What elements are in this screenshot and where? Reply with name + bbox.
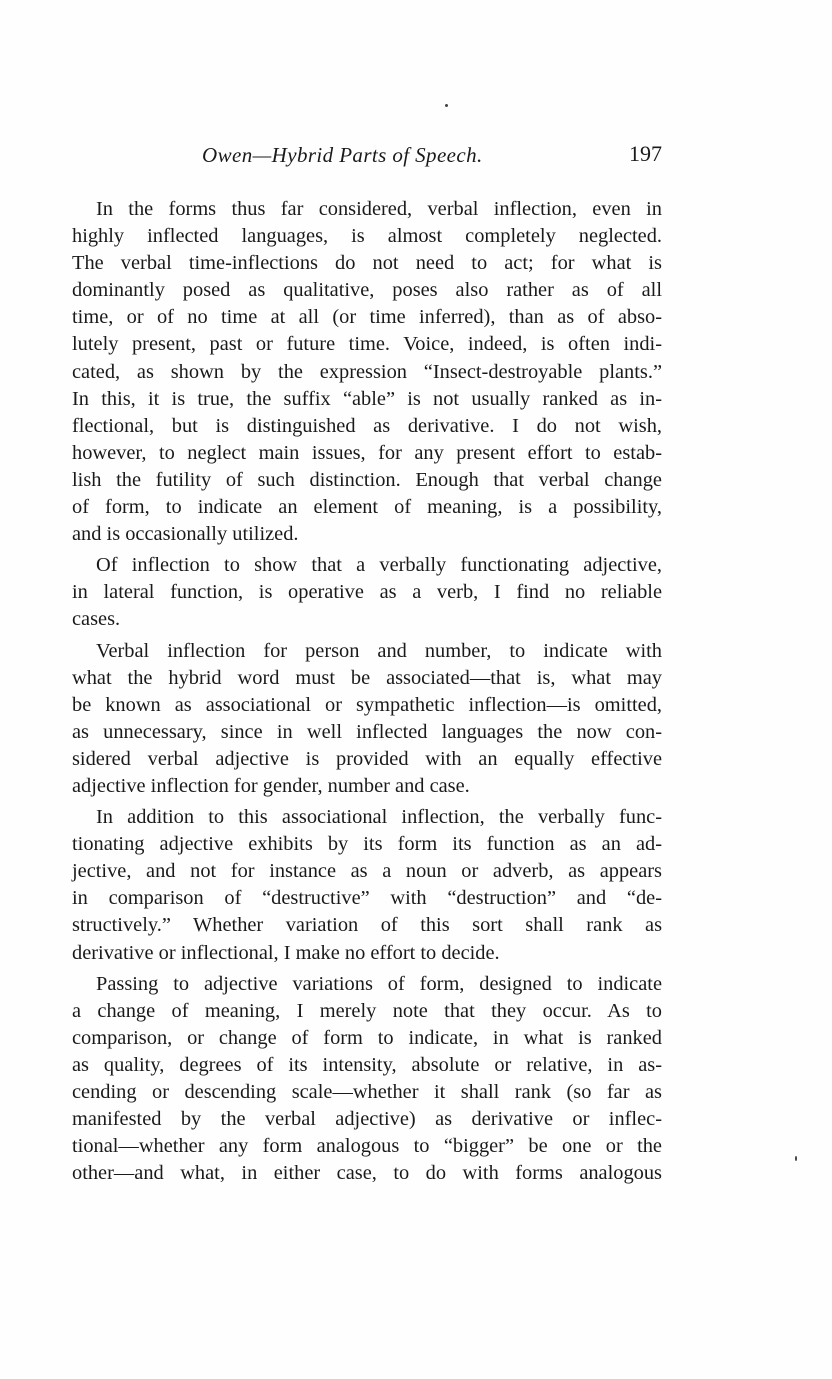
text-line: what the hybrid word must be associated—that is, what may	[72, 666, 662, 689]
paragraph	[72, 552, 662, 633]
ink-speck	[795, 1156, 797, 1161]
text-line: as quality, degrees of its intensity, absolute or relative, in as-	[72, 1053, 662, 1076]
text-line: structively.” Whether variation of this sort shall rank as	[72, 914, 662, 937]
text-line: dominantly posed as qualitative, poses also rather as of all	[72, 279, 662, 302]
text-line: and is occasionally utilized.	[72, 523, 299, 546]
text-line: flectional, but is distinguished as derivative. I do not wish,	[72, 414, 662, 437]
text-line: The verbal time-inflections do not need to act; for what is	[72, 252, 662, 275]
text-line: cases.	[72, 608, 121, 631]
text-line: be known as associational or sympathetic inflection—is omitted,	[72, 693, 662, 716]
text-line: in lateral function, is operative as a verb, I find no reliable	[72, 581, 662, 604]
text-line: time, or of no time at all (or time inferred), than as of abso-	[72, 306, 662, 329]
text-line: however, to neglect main issues, for any present effort to estab-	[72, 441, 662, 464]
running-head	[72, 143, 662, 173]
text-line: manifested by the verbal adjective) as derivative or inflec-	[72, 1108, 662, 1131]
text-line: of form, to indicate an element of meaning, is a possibility,	[72, 496, 662, 519]
text-line: tional—whether any form analogous to “bigger” be one or the	[72, 1135, 662, 1158]
body-text	[72, 196, 662, 1187]
text-line: In the forms thus far considered, verbal inflection, even in	[96, 198, 662, 220]
text-line: jective, and not for instance as a noun or adverb, as appears	[72, 860, 662, 883]
text-line: lutely present, past or future time. Voice, indeed, is often indi-	[72, 333, 662, 356]
text-line: in comparison of “destructive” with “destruction” and “de-	[72, 887, 662, 910]
text-line: sidered verbal adjective is provided with an equally effective	[72, 747, 662, 770]
text-line: cated, as shown by the expression “Insect-destroyable plants.”	[72, 360, 662, 383]
text-line: In addition to this associational inflection, the verbally func-	[96, 806, 662, 829]
text-line: Of inflection to show that a verbally functionating adjective,	[96, 554, 662, 577]
text-line: Verbal inflection for person and number, to indicate with	[96, 639, 662, 662]
running-title: Owen—Hybrid Parts of Speech.	[202, 143, 483, 167]
text-line: lish the futility of such distinction. Enough that verbal change	[72, 468, 662, 491]
text-line: derivative or inflectional, I make no effort to decide.	[72, 941, 500, 964]
paragraph	[72, 804, 662, 967]
text-line: In this, it is true, the suffix “able” is not usually ranked as in-	[72, 387, 662, 410]
text-line: as unnecessary, since in well inflected languages the now con-	[72, 720, 662, 743]
text-line: a change of meaning, I merely note that they occur. As to	[72, 999, 662, 1022]
page-number: 197	[629, 141, 662, 166]
text-line: other—and what, in either case, to do with forms analogous	[72, 1162, 662, 1185]
text-line: tionating adjective exhibits by its form its function as an ad-	[72, 833, 662, 856]
ink-speck	[445, 104, 448, 107]
paragraph	[72, 971, 662, 1188]
paragraph	[72, 196, 662, 548]
text-line: highly inflected languages, is almost completely neglected.	[72, 225, 662, 248]
text-line: cending or descending scale—whether it shall rank (so far as	[72, 1081, 662, 1103]
text-line: comparison, or change of form to indicate, in what is ranked	[72, 1026, 662, 1049]
text-line: Passing to adjective variations of form, designed to indicate	[96, 972, 662, 995]
paragraph	[72, 638, 662, 801]
text-line: adjective inflection for gender, number and case.	[72, 774, 470, 797]
